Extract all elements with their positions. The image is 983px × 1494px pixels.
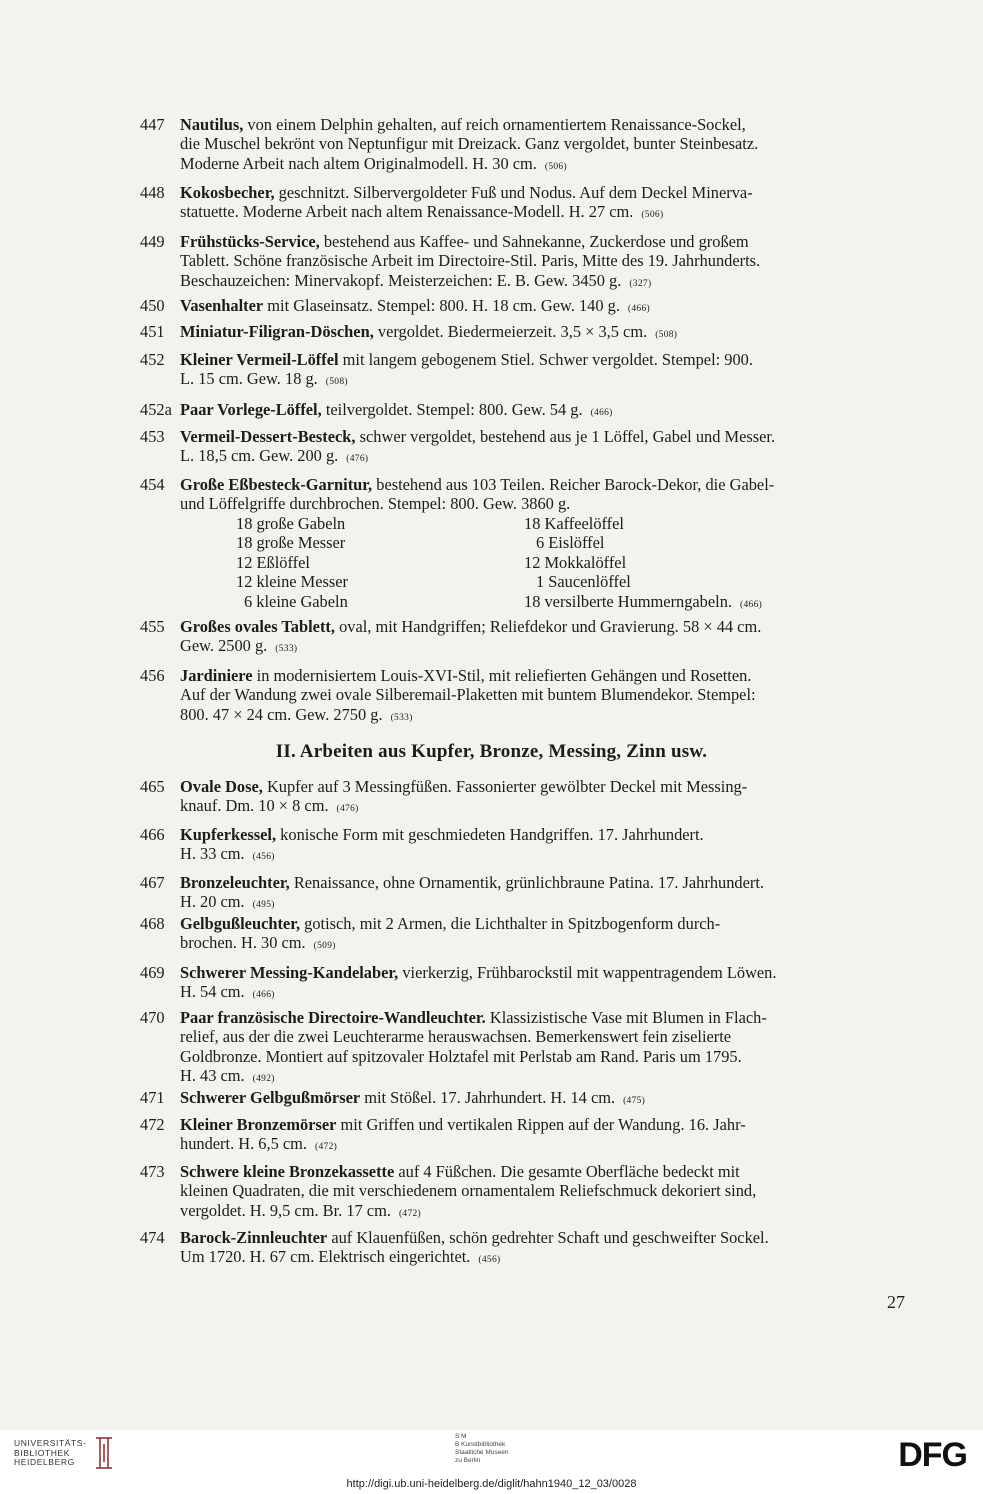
reference-number: (472) <box>315 1142 338 1153</box>
entry-first-line <box>180 1008 908 1027</box>
reference-number: (466) <box>590 408 613 418</box>
reference-number: (509) <box>313 941 336 952</box>
lot-description: geschnitzt. Silbervergoldeter Fuß und Nodus. Auf dem Deckel Minerva- <box>274 183 753 202</box>
catalog-entry <box>140 115 908 177</box>
source-url[interactable]: http://digi.ub.uni-heidelberg.de/diglit/hahn1940_12_03/0028 <box>346 1478 637 1490</box>
lot-number: 450 <box>140 296 165 315</box>
lot-number: 452 <box>140 350 165 369</box>
set-item: 12 Eßlöffel <box>236 552 310 572</box>
lot-number: 468 <box>140 914 165 933</box>
lot-title: Großes ovales Tablett, <box>180 617 335 636</box>
lot-title: Bronzeleuchter, <box>180 873 290 892</box>
entry-continuation-line: H. 54 cm. (466) <box>180 982 275 1002</box>
lot-title: Gelbgußleuchter, <box>180 914 301 933</box>
reference-number: (476) <box>346 454 369 465</box>
lot-description: in modernisiertem Louis-XVI-Stil, mit reliefierten Gehängen und Rosetten. <box>252 666 752 685</box>
entry-continuation-line: Gew. 2500 g. (533) <box>180 636 298 656</box>
page-number: 27 <box>887 1292 905 1312</box>
library-logo-icon <box>92 1434 116 1472</box>
lot-description: mit Glaseinsatz. Stempel: 800. H. 18 cm. Gew. 140 g. <box>263 296 620 315</box>
reference-number: (475) <box>623 1096 646 1106</box>
catalog-entry <box>140 183 908 226</box>
lot-description: mit Griffen und vertikalen Rippen auf der Wandung. 16. Jahr- <box>336 1115 746 1134</box>
entry-first-line <box>180 115 908 134</box>
lot-number: 453 <box>140 427 165 446</box>
entry-continuation-line: Tablett. Schöne französische Arbeit im Directoire-Stil. Paris, Mitte des 19. Jahrhunderts. <box>180 251 761 271</box>
entry-continuation-line: knauf. Dm. 10 × 8 cm. (476) <box>180 796 359 816</box>
entry-continuation-line: Um 1720. H. 67 cm. Elektrisch eingerichtet. (456) <box>180 1247 501 1267</box>
lot-description: Kupfer auf 3 Messingfüßen. Fassonierter gewölbter Deckel mit Messing- <box>262 777 748 796</box>
reference-number: (533) <box>390 712 413 723</box>
entry-first-line <box>180 232 908 251</box>
lot-title: Vermeil-Dessert-Besteck, <box>180 427 356 446</box>
catalog-entry <box>140 475 908 514</box>
entry-continuation-line: statuette. Moderne Arbeit nach altem Renaissance-Modell. H. 27 cm. (506) <box>180 202 664 222</box>
catalog-entry <box>140 1162 908 1224</box>
reference-number: (456) <box>478 1255 501 1266</box>
lot-title: Ovale Dose, <box>180 777 263 796</box>
lot-title: Große Eßbesteck-Garnitur, <box>180 475 373 494</box>
reference-number: (456) <box>252 852 275 863</box>
lot-number: 455 <box>140 617 165 636</box>
set-item: 1 Saucenlöffel <box>536 572 631 592</box>
set-item: 6 kleine Gabeln <box>244 591 348 611</box>
set-item: 6 Eislöffel <box>536 533 605 553</box>
lot-title: Kleiner Bronzemörser <box>180 1115 337 1134</box>
entry-first-line <box>180 350 908 369</box>
library-name: UNIVERSITÄTS- BIBLIOTHEK HEIDELBERG <box>14 1438 87 1467</box>
reference-number: (492) <box>252 1074 275 1085</box>
catalog-entry <box>140 617 908 660</box>
lot-number: 466 <box>140 825 165 844</box>
catalog-entry <box>140 322 908 345</box>
reference-number: (476) <box>336 804 359 815</box>
lot-number: 456 <box>140 666 165 685</box>
catalog-entry <box>140 232 908 294</box>
entry-continuation-line: und Löffelgriffe durchbrochen. Stempel: 800. Gew. 3860 g. <box>180 494 571 514</box>
entry-continuation-line: Moderne Arbeit nach altem Originalmodell. H. 30 cm. (506) <box>180 153 567 173</box>
reference-number: (508) <box>325 377 348 388</box>
catalog-entry <box>140 666 908 728</box>
catalog-entry <box>140 873 908 916</box>
lot-description: bestehend aus Kaffee- und Sahnekanne, Zuckerdose und großem <box>319 232 749 251</box>
lot-title: Frühstücks-Service, <box>180 232 320 251</box>
entry-first-line <box>180 617 908 636</box>
lot-description: gotisch, mit 2 Armen, die Lichthalter in Spitzbogenform durch- <box>300 914 721 933</box>
entry-continuation-line: relief, aus der die zwei Leuchterarme herauswachsen. Bemerkenswert fein ziselierte <box>180 1027 732 1047</box>
entry-continuation-line: H. 43 cm. (492) <box>180 1066 275 1086</box>
lot-number: 474 <box>140 1228 165 1247</box>
entry-continuation-line: Auf der Wandung zwei ovale Silberemail-Plaketten mit buntem Blumendekor. Stempel: <box>180 685 756 705</box>
lot-number: 465 <box>140 777 165 796</box>
lot-title: Paar Vorlege-Löffel, <box>180 400 322 419</box>
lot-description: bestehend aus 103 Teilen. Reicher Barock-Dekor, die Gabel- <box>372 475 775 494</box>
lot-description: teilvergoldet. Stempel: 800. Gew. 54 g. <box>321 400 583 419</box>
lot-title: Miniatur-Filigran-Döschen, <box>180 322 374 341</box>
catalog-entry <box>140 1008 908 1090</box>
set-item: 12 kleine Messer <box>236 572 348 592</box>
lot-description: schwer vergoldet, bestehend aus je 1 Löffel, Gabel und Messer. <box>355 427 776 446</box>
catalog-entry <box>140 296 908 319</box>
set-item: 18 große Messer <box>236 533 346 553</box>
entry-first-line <box>180 963 908 982</box>
lot-title: Nautilus, <box>180 115 244 134</box>
entry-first-line <box>180 1088 908 1111</box>
entry-first-line <box>180 427 908 446</box>
lot-description: auf Klauenfüßen, schön gedrehter Schaft und geschweifter Sockel. <box>327 1228 769 1247</box>
lot-number: 452a <box>140 400 172 419</box>
lot-description: oval, mit Handgriffen; Reliefdekor und Gravierung. 58 × 44 cm. <box>334 617 762 636</box>
lot-number: 472 <box>140 1115 165 1134</box>
lot-title: Kupferkessel, <box>180 825 277 844</box>
entry-first-line <box>180 777 908 796</box>
lot-number: 469 <box>140 963 165 982</box>
catalog-entry <box>140 914 908 957</box>
lot-description: Renaissance, ohne Ornamentik, grünlichbraune Patina. 17. Jahrhundert. <box>289 873 764 892</box>
reference-number: (466) <box>627 304 650 314</box>
catalog-entry <box>140 1115 908 1158</box>
lot-title: Barock-Zinnleuchter <box>180 1228 328 1247</box>
reference-number: (506) <box>641 210 664 221</box>
set-item: 18 versilberte Hummerngabeln. (466) <box>524 591 763 611</box>
catalog-entry <box>140 963 908 1006</box>
catalog-entry <box>140 427 908 470</box>
entry-first-line <box>180 322 908 345</box>
entry-continuation-line: L. 15 cm. Gew. 18 g. (508) <box>180 369 348 389</box>
catalog-entry <box>140 777 908 820</box>
lot-number: 471 <box>140 1088 165 1107</box>
lot-description: Klassizistische Vase mit Blumen in Flach- <box>485 1008 767 1027</box>
museum-stamp: S M B Kunstbibliothek Staatliche Museen zu Berlin <box>455 1433 509 1464</box>
reference-number: (495) <box>252 900 275 911</box>
entry-continuation-line: kleinen Quadraten, die mit verschiedenem ornamentalem Reliefschmuck dekoriert sind, <box>180 1181 757 1201</box>
digitization-footer <box>0 1430 983 1494</box>
lot-number: 451 <box>140 322 165 341</box>
section-heading: II. Arbeiten aus Kupfer, Bronze, Messing, Zinn usw. <box>275 741 708 762</box>
lot-title: Paar französische Directoire-Wandleuchter. <box>180 1008 486 1027</box>
entry-continuation-line: H. 20 cm. (495) <box>180 892 275 912</box>
reference-number: (466) <box>252 990 275 1001</box>
set-item: 12 Mokkalöffel <box>524 552 627 572</box>
catalog-entry <box>140 1088 908 1111</box>
entry-continuation-line: H. 33 cm. (456) <box>180 844 275 864</box>
lot-description: mit langem gebogenem Stiel. Schwer vergoldet. Stempel: 900. <box>338 350 753 369</box>
reference-number: (533) <box>275 644 298 655</box>
catalog-entry <box>140 1228 908 1271</box>
lot-number: 448 <box>140 183 165 202</box>
lot-number: 473 <box>140 1162 165 1181</box>
lot-description: vergoldet. Biedermeierzeit. 3,5 × 3,5 cm. <box>373 322 648 341</box>
entry-continuation-line: brochen. H. 30 cm. (509) <box>180 933 336 953</box>
lot-number: 470 <box>140 1008 165 1027</box>
lot-title: Kokosbecher, <box>180 183 275 202</box>
entry-first-line <box>180 1162 908 1181</box>
lot-description: von einem Delphin gehalten, auf reich ornamentiertem Renaissance-Sockel, <box>243 115 746 134</box>
entry-first-line <box>180 1115 908 1134</box>
dfg-logo: DFG <box>898 1436 967 1474</box>
set-item: 18 große Gabeln <box>236 514 346 533</box>
lot-title: Schwere kleine Bronzekassette <box>180 1162 395 1181</box>
lot-number: 447 <box>140 115 165 134</box>
lot-title: Schwerer Gelbgußmörser <box>180 1088 361 1107</box>
lot-title: Schwerer Messing-Kandelaber, <box>180 963 399 982</box>
entry-first-line <box>180 475 908 494</box>
lot-title: Vasenhalter <box>180 296 264 315</box>
lot-description: mit Stößel. 17. Jahrhundert. H. 14 cm. <box>360 1088 616 1107</box>
reference-number: (506) <box>544 161 567 172</box>
entry-continuation-line: hundert. H. 6,5 cm. (472) <box>180 1134 338 1154</box>
entry-first-line <box>180 400 908 423</box>
entry-continuation-line: die Muschel bekrönt von Neptunfigur mit Dreizack. Ganz vergoldet, bunter Steinbesatz. <box>180 134 759 154</box>
reference-number: (508) <box>655 330 678 340</box>
lot-number: 449 <box>140 232 165 251</box>
entry-first-line <box>180 183 908 202</box>
entry-continuation-line: Goldbronze. Montiert auf spitzovaler Holztafel mit Perlstab am Rand. Paris um 1795. <box>180 1046 742 1066</box>
lot-title: Jardiniere <box>180 666 253 685</box>
set-item: 18 Kaffeelöffel <box>524 514 624 533</box>
lot-number: 467 <box>140 873 165 892</box>
lot-title: Kleiner Vermeil-Löffel <box>180 350 339 369</box>
entry-first-line <box>180 1228 908 1247</box>
entry-first-line <box>180 825 908 844</box>
lot-description: konische Form mit geschmiedeten Handgriffen. 17. Jahrhundert. <box>276 825 704 844</box>
entry-continuation-line: L. 18,5 cm. Gew. 200 g. (476) <box>180 446 369 466</box>
lot-number: 454 <box>140 475 165 494</box>
entry-first-line <box>180 666 908 685</box>
entry-first-line <box>180 873 908 892</box>
lot-description: auf 4 Füßchen. Die gesamte Oberfläche bedeckt mit <box>394 1162 740 1181</box>
catalog-entry <box>140 825 908 868</box>
lot-description: vierkerzig, Frühbarockstil mit wappentragendem Löwen. <box>398 963 777 982</box>
entry-first-line <box>180 914 908 933</box>
reference-number: (327) <box>629 278 652 289</box>
entry-continuation-line: Beschauzeichen: Minervakopf. Meisterzeichen: E. B. Gew. 3450 g. (327) <box>180 270 652 290</box>
entry-continuation-line: 800. 47 × 24 cm. Gew. 2750 g. (533) <box>180 704 413 724</box>
entry-continuation-line: vergoldet. H. 9,5 cm. Br. 17 cm. (472) <box>180 1200 422 1220</box>
entry-first-line <box>180 296 908 319</box>
reference-number: (466) <box>740 599 763 610</box>
catalog-entry <box>140 350 908 393</box>
reference-number: (472) <box>398 1208 422 1219</box>
catalog-entry <box>140 400 908 423</box>
